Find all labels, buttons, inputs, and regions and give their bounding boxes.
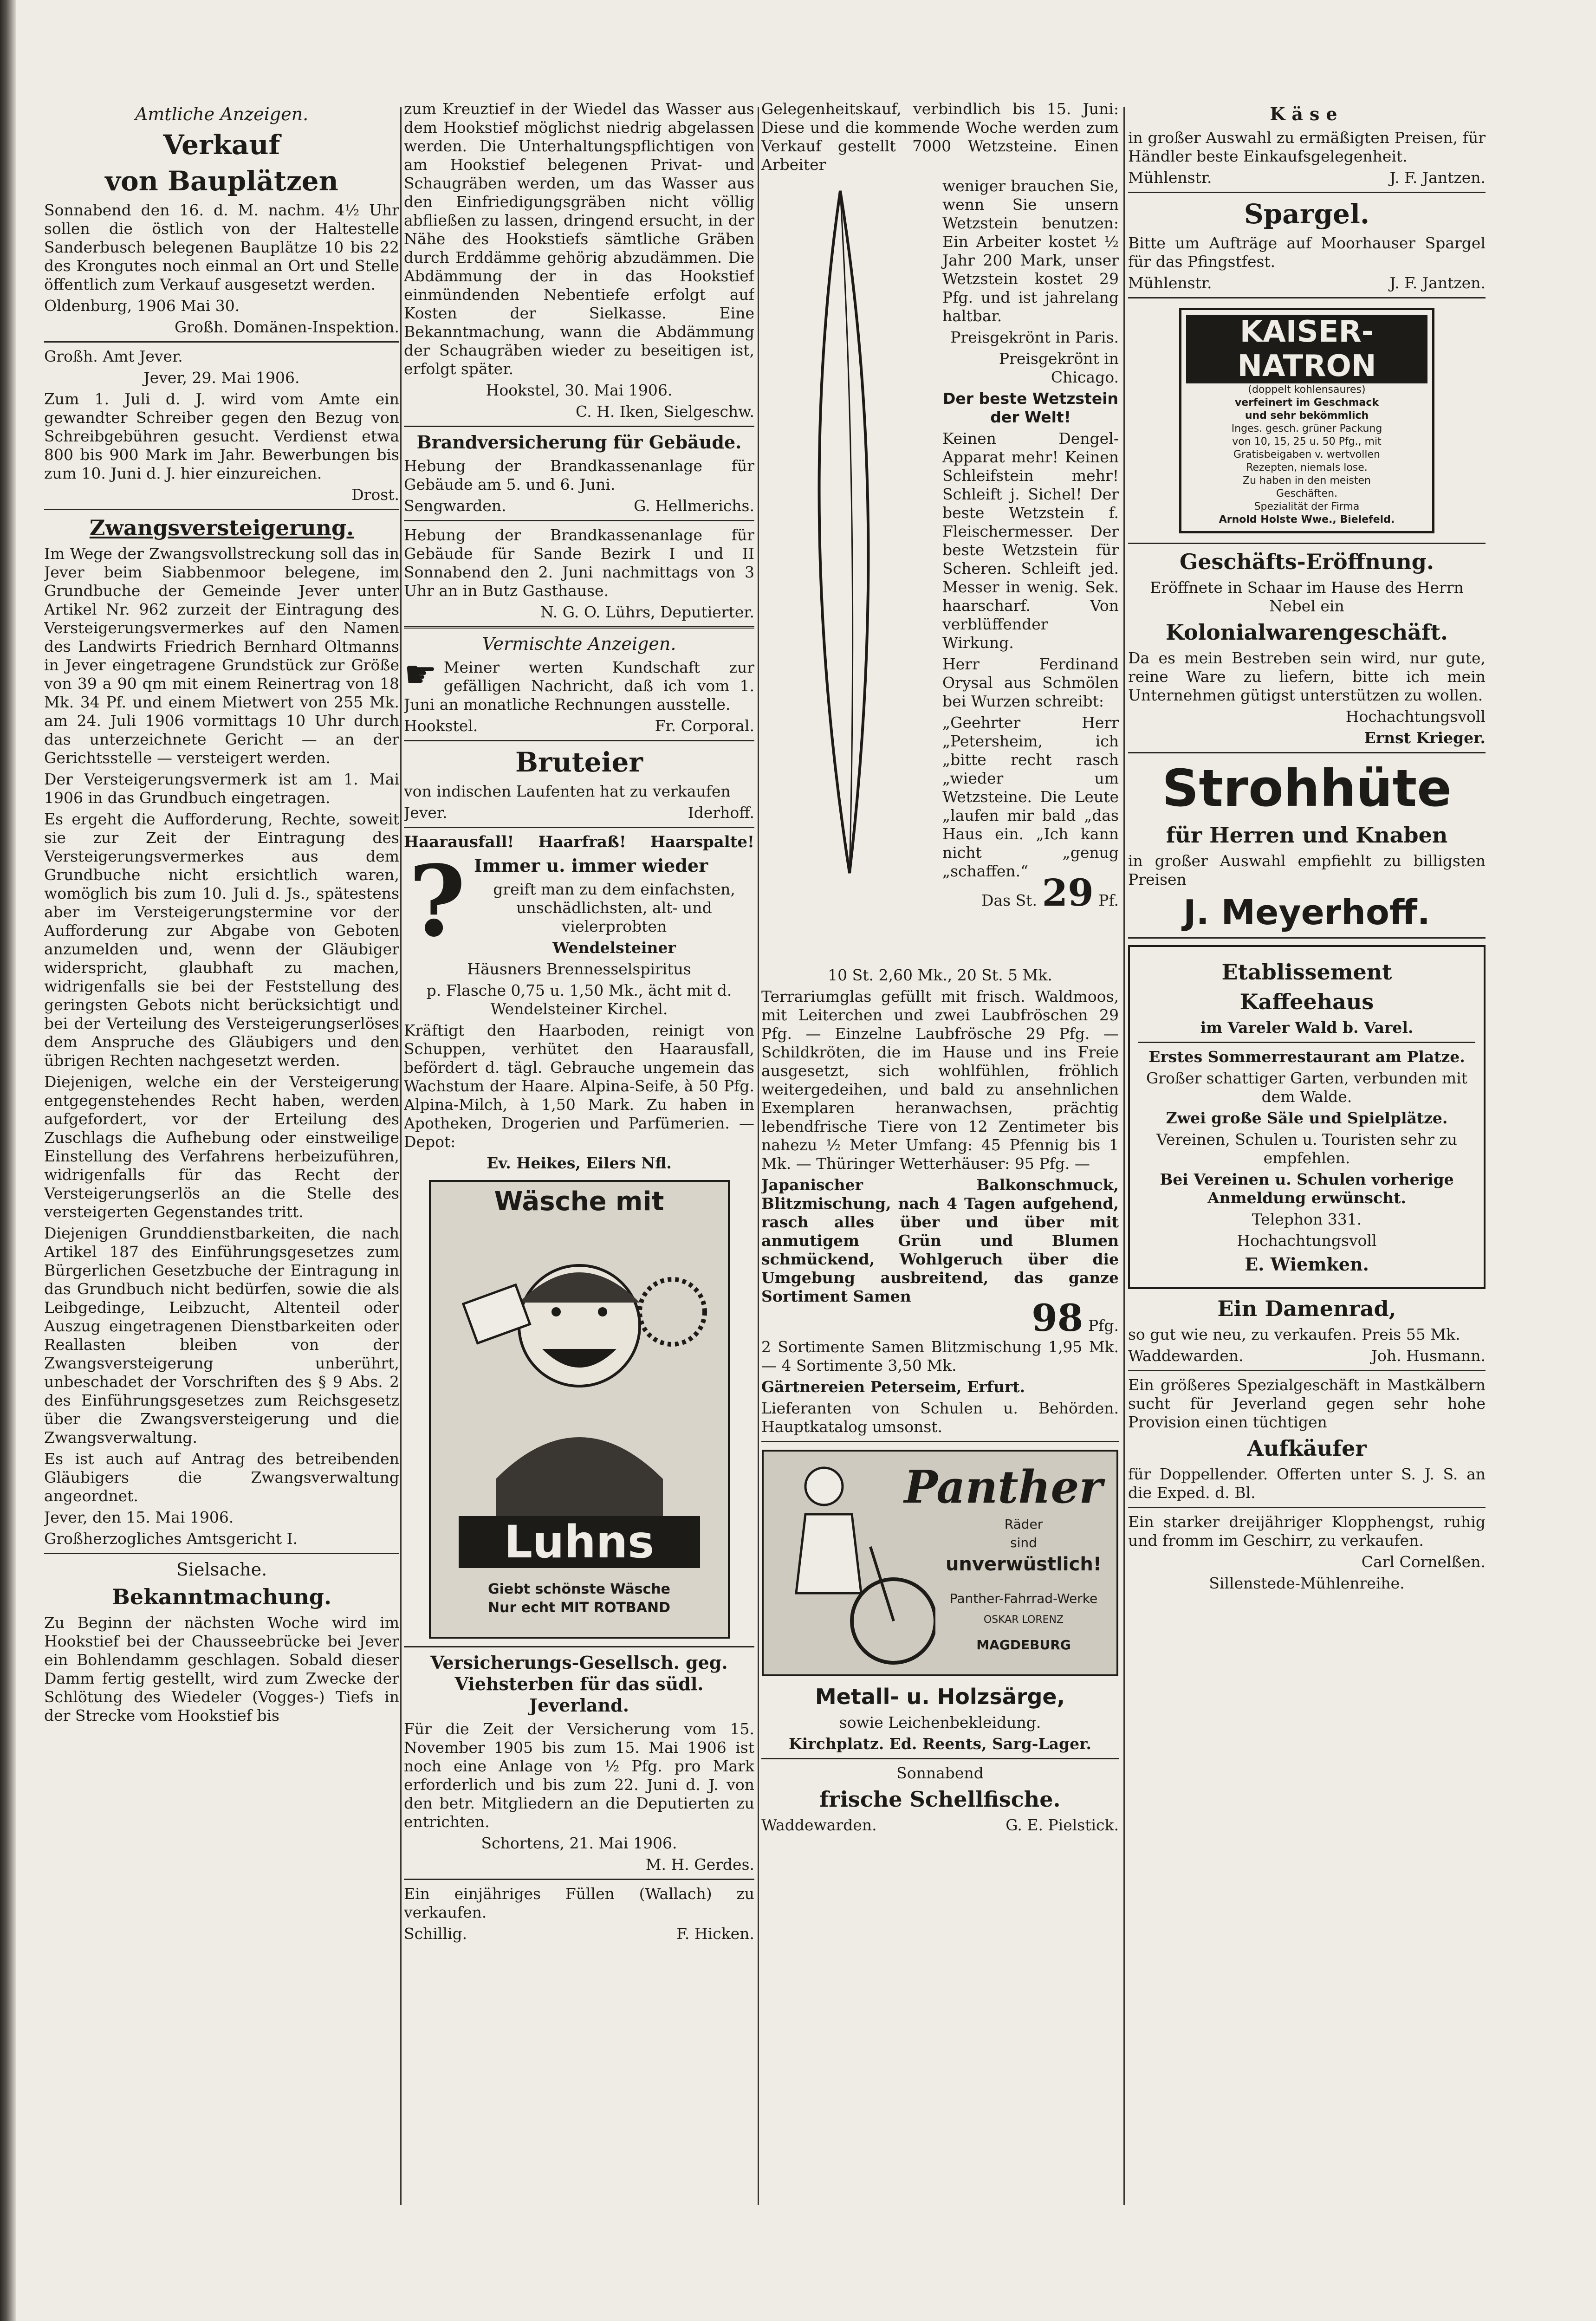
ad-text: Hochachtungsvoll <box>1345 707 1486 726</box>
column-4 <box>1128 100 1486 1595</box>
ad-text: verfeinert im Geschmack <box>1234 397 1379 408</box>
ad-place: Mühlenstr. <box>1128 169 1212 187</box>
ad-text: Lieferanten von Schulen u. Behörden. Hauptkatalog umsonst. <box>761 1399 1119 1436</box>
ad-title: Brandversicherung für Gebäude. <box>416 432 742 453</box>
ad-signature: J. Meyerhoff. <box>1183 893 1430 933</box>
ad-place: Sengwarden. <box>404 497 506 515</box>
ad-brand: NATRON <box>1186 349 1427 383</box>
ad-brand: Panther <box>904 1461 1103 1513</box>
ad-text: so gut wie neu, zu verkaufen. Preis 55 Mk. <box>1128 1325 1460 1343</box>
ad-text: Kräftigt den Haarboden, reinigt von Schuppen, verhütet den Haarausfall, befördert d. tägl. Gebrauche ungemein das Wachstum der Haare. Alpina-Seife, à 50 Pfg. Alpina-Milch, à 1,50 Mark. Zu haben in Apotheken, Drogerien und Parfümerien. — Depot: <box>404 1021 754 1151</box>
ad-signature: Ev. Heikes, Eilers Nfl. <box>487 1154 672 1172</box>
ad-text: Ein größeres Spezialgeschäft in Mastkälbern sucht für Jeverland gegen sehr hohe Provision einen tüchtigen <box>1128 1376 1486 1431</box>
ad-text: zum Kreuztief in der Wiedel das Wasser aus dem Hookstief möglichst niedrig abgelassen werden. Die Unterhaltungspflichtigen von am Hookstief belegenen Privat- und Schaugräben werden, um das Wasser aus den Einfriedigungsgräben nicht völlig abfließen zu lassen, dringend ersucht, in der Nähe des Hookstiefs sämtliche Gräben durch Erddämme gehörig abzudämmen. Die Abdämmung der in das Hookstief einmündenden Nebentiefe erfolgt auf Kosten der Sielkasse. Eine Bekanntmachung, wann die Abdämmung der Schaugräben wieder zu beseitigen ist, erfolgt später. <box>404 100 754 378</box>
luhns-soap-ad <box>429 1180 730 1639</box>
ad-title: Strohhüte <box>1162 759 1452 818</box>
ad-date-signature <box>404 381 754 400</box>
ad-subtitle: für Herren und Knaben <box>1166 823 1448 848</box>
ad-signature: Gärtnereien Peterseim, Erfurt. <box>761 1378 1025 1396</box>
column-3 <box>761 100 1119 1837</box>
divider <box>1128 297 1486 298</box>
ad-heading: Großh. Amt Jever. <box>44 347 183 365</box>
price-label: Das St. <box>981 891 1037 909</box>
haar-headline: Haarspalte! <box>650 833 754 851</box>
ad-title: Etablissement <box>1221 960 1392 985</box>
ad-product: Häusners Brennesselspiritus <box>467 960 691 978</box>
divider <box>1128 752 1486 753</box>
ad-text: sind <box>1010 1535 1037 1550</box>
ad-text-body: Meiner werten Kundschaft zur gefälligen Nachricht, daß ich vom 1. Juni an monatliche Rechnungen ausstelle. <box>404 658 754 713</box>
ad-signature-row <box>761 1816 1119 1835</box>
ad-text: Sonnabend <box>896 1764 984 1782</box>
panther-bicycle-ad <box>762 1450 1118 1676</box>
ad-text: MAGDEBURG <box>976 1637 1071 1653</box>
ad-text: Zum 1. Juli d. J. wird vom Amte ein gewandter Schreiber gegen den Bezug von Schreibgebühren gesucht. Verdienst etwa 800 bis 900 Mark im Jahr. Bewerbungen bis zum 10. Juni d. J. hier einzureichen. <box>44 390 399 482</box>
ad-price <box>761 1296 1119 1340</box>
ad-text: von indischen Laufenten hat zu verkaufen <box>404 782 731 800</box>
ad-place: Hookstel. <box>404 717 478 735</box>
ad-signature: G. E. Pielstick. <box>1006 1816 1119 1834</box>
divider <box>404 1879 754 1880</box>
ad-text: weniger brauchen Sie, wenn Sie unsern Wetzstein benutzen: Ein Arbeiter kostet ½ Jahr 200 Mark, unser Wetzstein kostet 29 Pfg. und ist jahrelang haltbar. <box>942 177 1119 325</box>
ad-text: Panther-Fahrrad-Werke <box>949 1591 1098 1606</box>
ad-signature: Carl Cornelßen. <box>1361 1553 1486 1571</box>
ad-signature-row <box>1128 169 1486 187</box>
ad-text: Gratisbeigaben v. wertvollen <box>1233 449 1380 460</box>
question-mark-icon: ? <box>409 844 466 959</box>
ad-title: Käse <box>1270 104 1344 124</box>
ad-slogan: Giebt schönste Wäsche <box>487 1581 671 1597</box>
ad-title: Immer u. immer wieder <box>474 855 708 876</box>
ad-place: Sillenstede-Mühlenreihe. <box>1209 1574 1405 1592</box>
ad-brand: KAISER- <box>1186 315 1427 349</box>
ad-title: von Bauplätzen <box>105 165 338 197</box>
ad-text: Da es mein Bestreben sein wird, nur gute, reine Ware zu liefern, bitte ich mein Unternehmen gütigst unterstützen zu wollen. <box>1128 649 1486 704</box>
ad-title: Bekanntmachung. <box>112 1584 331 1609</box>
ad-place: Schillig. <box>404 1925 467 1943</box>
ad-title: Kaffeehaus <box>1239 989 1374 1014</box>
ad-text: Spezialität der Firma <box>1254 501 1360 512</box>
column-1 <box>44 100 399 1728</box>
ad-text: 2 Sortimente Samen Blitzmischung 1,95 Mk. — 4 Sortimente 3,50 Mk. <box>761 1338 1119 1374</box>
ad-signature: G. Hellmerichs. <box>634 497 754 515</box>
ad-quote: „Geehrter Herr „Petersheim, ich „bitte recht rasch „wieder um Wetzsteine. Die Leute „laufen mir bald „das Haus ein. „Ich kann nicht „genug „schaffen.“ <box>942 713 1119 880</box>
divider <box>1138 1042 1475 1043</box>
ad-signature: C. H. Iken, Sielgeschw. <box>576 402 754 421</box>
ad-signature: Großh. Domänen-Inspektion. <box>174 318 399 336</box>
ad-text: Hochachtungsvoll <box>1237 1232 1377 1250</box>
ad-date: Schortens, 21. Mai 1906. <box>481 1834 677 1852</box>
ad-text: Eröffnete in Schaar im Hause des Herrn Nebel ein <box>1150 578 1464 615</box>
ad-signature-row <box>1128 1347 1486 1365</box>
ad-text: Rezepten, niemals lose. <box>1246 462 1368 473</box>
price-value: 29 <box>1042 871 1094 914</box>
ad-text: Arnold Holste Wwe., Bielefeld. <box>1219 514 1395 525</box>
whetstone-ad <box>761 177 1119 966</box>
divider <box>404 740 754 741</box>
divider <box>1128 543 1486 544</box>
binding-edge <box>0 0 16 2321</box>
ad-title: Ein Damenrad, <box>1217 1296 1396 1321</box>
ad-date: Oldenburg, 1906 Mai 30. <box>44 297 240 315</box>
ad-slogan: Nur echt MIT ROTBAND <box>487 1600 671 1616</box>
ad-price: 10 St. 2,60 Mk., 20 St. 5 Mk. <box>828 966 1052 984</box>
haar-headline: Haarfraß! <box>538 833 626 851</box>
ad-signature: J. F. Jantzen. <box>1389 169 1486 187</box>
section-heading: Sielsache. <box>176 1559 267 1580</box>
divider <box>1128 1507 1486 1508</box>
ad-text: Japanischer Balkonschmuck, Blitzmischung, nach 4 Tagen aufgehend, rasch alles über und über mit anmutigem Grün und Blumen schmückend, Wohlgeruch über die Umgebung ausbreitend, das ganze Sortiment Samen <box>761 1176 1119 1305</box>
ad-place: Mühlenstr. <box>1128 274 1212 292</box>
divider <box>44 341 399 343</box>
ad-text: Sonnabend den 16. d. M. nachm. 4½ Uhr sollen die östlich von der Haltestelle Sanderbusch belegenen Bauplätze 10 bis 22 des Krongutes noch einmal an Ort und Stelle öffentlich zum Verkauf ausgesetzt werden. <box>44 201 399 293</box>
ad-text: Preisgekrönt in Chicago. <box>999 350 1119 386</box>
ad-signature: N. G. O. Lührs, Deputierter. <box>540 603 754 621</box>
ad-text: Der Versteigerungsvermerk ist am 1. Mai 1906 in das Grundbuch eingetragen. <box>44 770 399 807</box>
ad-place: Waddewarden. <box>1128 1347 1244 1365</box>
ad-text: und sehr bekömmlich <box>1245 410 1369 421</box>
ad-text: Terrariumglas gefüllt mit frisch. Waldmoos, mit Leiterchen und zwei Laubfröschen 29 Pfg. — Einzelne Laubfrösche 29 Pfg. — Schildkröten, die im Hause und ins Freie ausgesetzt, sich wohlfühlen, fröhlich weitergedeihen, und bald zu ansehnlichen Exemplaren heranwachsen, prächtig lebendfrische Tiere von 12 Zentimeter bis nahezu ½ Meter Umfang: 45 Pfennig bis 1 Mk. — Thüringer Wetterhäuser: 95 Pfg. — <box>761 987 1119 1173</box>
ad-date: Jever, 29. Mai 1906. <box>143 369 300 387</box>
ad-signature: Großherzogliches Amtsgericht I. <box>44 1530 298 1548</box>
ad-title: Versicherungs-Gesellsch. geg. Viehsterben für das südl. Jeverland. <box>430 1652 728 1716</box>
ad-signature: Fr. Corporal. <box>655 717 754 735</box>
ad-title: Spargel. <box>1244 198 1370 230</box>
ad-brand: Luhns <box>459 1516 700 1568</box>
ad-place: Waddewarden. <box>761 1816 877 1834</box>
ad-signature-row <box>1128 274 1486 292</box>
price-unit: Pf. <box>1098 891 1119 909</box>
ad-text: Hebung der Brandkassenanlage für Gebäude für Sande Bezirk I und II Sonnabend den 2. Juni nachmittags von 3 Uhr an in Butz Gasthause. <box>404 526 754 600</box>
column-rule <box>1123 107 1125 2205</box>
ad-date: Jever, den 15. Mai 1906. <box>44 1508 234 1526</box>
divider <box>404 520 754 521</box>
ad-signature: Kirchplatz. Ed. Reents, Sarg-Lager. <box>789 1735 1091 1753</box>
ad-text: Es ergeht die Aufforderung, Rechte, soweit sie zur Zeit der Eintragung des Versteigerungsvermerkes aus dem Grundbuche nicht ersichtlich waren, womöglich bis zum 10. Juli d. Js., spätestens aber im Versteigerungstermine vor der Aufforderung zur Abgabe von Geboten anzumelden und, wenn der Gläubiger widerspricht, glaubhaft zu machen, widrigenfalls sie bei der Feststellung des geringsten Gebots nicht berücksichtigt und bei der Verteilung des Versteigerungserlöses dem Anspruche des Gläubigers und den übrigen Rechten nachgesetzt werden. <box>44 810 399 1070</box>
pointing-hand-icon: ☛ <box>404 653 437 696</box>
ad-text: sowie Leichenbekleidung. <box>839 1713 1041 1731</box>
ad-title: Kolonialwarengeschäft. <box>1166 620 1448 645</box>
section-heading: Amtliche Anzeigen. <box>135 104 309 124</box>
ad-slogan: Der beste Wetzstein der Welt! <box>942 389 1119 426</box>
kaiser-natron-ad <box>1179 308 1434 533</box>
ad-price <box>942 871 1119 914</box>
ad-text: Diejenigen, welche ein der Versteigerung entgegenstehendes Recht haben, werden aufgefordert, vor der Erteilung des Zuschlags die Aufhebung oder einstweilige Einstellung des Verfahrens herbeizuführen, widrigenfalls für das Recht der Versteigerungserlös an die Stelle des versteigerten Gegenstandes tritt. <box>44 1073 399 1221</box>
ad-text: Diejenigen Grunddienstbarkeiten, die nach Artikel 187 des Einführungsgesetzes zum Bürgerlichen Gesetzbuche der Eintragung in das Grundbuch nicht bedürfen, sowie die als Leibgedinge, Leibzucht, Altenteil oder Auszug eingetragenen Dienstbarkeiten oder Reallasten bleiben von der Zwangsversteigerung unberührt, unbeschadet der Vorschriften des § 9 Abs. 2 des Einführungsgesetzes zum Reichsgesetz über die Zwangsversteigerung und die Zwangsverwaltung. <box>44 1224 399 1446</box>
ad-signature: M. H. Gerdes. <box>645 1855 754 1874</box>
ad-signature: J. F. Jantzen. <box>1389 274 1486 292</box>
divider <box>44 509 399 510</box>
divider <box>1128 192 1486 193</box>
ad-slogan: Wäsche mit <box>494 1186 664 1217</box>
whetstone-illustration <box>775 186 896 882</box>
column-rule <box>758 107 759 2205</box>
ad-text: Im Wege der Zwangsvollstreckung soll das in Jever beim Siabbenmoor belegene, im Grundbuche der Gemeinde Jever unter Artikel Nr. 962 zurzeit der Eintragung des Versteigerungsvermerkes auf den Namen des Landwirts Friedrich Bernhard Oltmanns in Jever eingetragene Grundstück zur Größe von 39 a 90 qm mit einem Reinertrag von 18 Mk. 34 Pf. und einem Mietwert von 255 Mk. am 24. Juli 1906 vormittags 10 Uhr durch das unterzeichnete Gericht — an der Gerichtsstelle — versteigert werden. <box>44 545 399 767</box>
divider <box>761 1441 1119 1442</box>
ad-text: OSKAR LORENZ <box>983 1614 1064 1626</box>
ad-details <box>1186 383 1427 526</box>
price-unit: Pfg. <box>1088 1316 1119 1335</box>
ad-text: Keinen Dengel-Apparat mehr! Keinen Schleifstein mehr! Schleift j. Sichel! Der beste Wetzstein f. Fleischermesser. Der beste Wetzstein für Scheren. Schleift jed. Messer in wenig. Sek. haarscharf. Von verblüffender Wirkung. <box>942 429 1119 652</box>
ad-text: Es ist auch auf Antrag des betreibenden Gläubigers die Zwangsverwaltung angeordnet. <box>44 1450 399 1505</box>
whetstone-text <box>942 177 1119 914</box>
divider <box>44 1553 399 1554</box>
ad-text: Geschäften. <box>1276 488 1338 499</box>
hair-tonic-ad <box>404 844 754 1173</box>
ad-signature: Iderhoff. <box>688 804 754 822</box>
divider <box>404 626 754 629</box>
ad-signature-row <box>404 1925 754 1943</box>
ad-signature-row <box>404 497 754 515</box>
ad-text: Zwei große Säle und Spielplätze. <box>1166 1109 1448 1127</box>
column-2 <box>404 100 754 1946</box>
divider <box>404 827 754 828</box>
ad-text: Für die Zeit der Versicherung vom 15. November 1905 bis zum 15. Mai 1906 ist noch eine Anlage von ½ Pfg. pro Mark erforderlich und bis zum 22. Juni d. J. von den betr. Mitgliedern an die Deputierten zu entrichten. <box>404 1720 754 1831</box>
ad-text: Inges. gesch. grüner Packung <box>1231 423 1382 434</box>
ad-text: Bei Vereinen u. Schulen vorherige Anmeldung erwünscht. <box>1160 1170 1454 1207</box>
ad-text: Zu haben in den meisten <box>1243 475 1371 486</box>
ad-text: Preisgekrönt in Paris. <box>950 328 1119 346</box>
ad-title: Bruteier <box>515 746 643 778</box>
kaffeehaus-ad <box>1128 945 1486 1289</box>
haar-headline-row <box>404 833 754 851</box>
ad-text: Zu Beginn der nächsten Woche wird im Hookstief bei der Chausseebrücke bei Jever ein Bohlendamm geschlagen. Sobald dieser Damm fertig gestellt, wird zum Zwecke der Schlötung des Wiedeler (Vogges-) Tiefs in der Strecke vom Hookstief bis <box>44 1614 399 1725</box>
ad-signature: Ernst Krieger. <box>1364 729 1486 747</box>
ad-text: Bitte um Aufträge auf Moorhauser Spargel für das Pfingstfest. <box>1128 234 1486 271</box>
laughing-boy-illustration <box>431 1219 728 1544</box>
ad-text: Gelegenheitskauf, verbindlich bis 15. Juni: Diese und die kommende Woche werden zum Verkauf gestellt 7000 Wetzsteine. Einen Arbeiter <box>761 100 1119 174</box>
ad-signature: F. Hicken. <box>676 1925 754 1943</box>
price-value: 98 <box>1032 1296 1083 1340</box>
divider <box>404 426 754 427</box>
ad-text: (doppelt kohlensaures) <box>1248 384 1366 395</box>
ad-text: von 10, 15, 25 u. 50 Pfg., mit <box>1232 436 1382 447</box>
ad-title: frische Schellfische. <box>819 1787 1061 1812</box>
ad-signature-row <box>404 717 754 735</box>
ad-text: Herr Ferdinand Orysal aus Schmölen bei Wurzen schreibt: <box>942 655 1119 710</box>
ad-text: Großer schattiger Garten, verbunden mit dem Walde. <box>1146 1069 1468 1106</box>
ad-title: Metall- u. Holzsärge, <box>815 1684 1065 1709</box>
ad-text: Ein starker dreijähriger Klopphengst, ruhig und fromm im Geschirr, zu verkaufen. <box>1128 1513 1486 1549</box>
ad-text: Räder <box>1004 1517 1043 1532</box>
ad-title: Geschäfts-Eröffnung. <box>1180 549 1434 574</box>
section-heading: Vermischte Anzeigen. <box>482 634 676 654</box>
ad-title: Verkauf <box>163 129 280 161</box>
ad-price: p. Flasche 0,75 u. 1,50 Mk., ächt mit d. Wendelsteiner Kirchel. <box>426 981 732 1018</box>
ad-signature-row <box>404 804 754 822</box>
divider <box>1128 1370 1486 1371</box>
ad-text: Ein einjähriges Füllen (Wallach) zu verkaufen. <box>404 1885 754 1921</box>
ad-text: in großer Auswahl empfiehlt zu billigsten Preisen <box>1128 852 1486 888</box>
ad-title: Zwangsversteigerung. <box>89 515 354 540</box>
ad-text <box>404 653 754 714</box>
ad-text: für Doppellender. Offerten unter S. J. S. an die Exped. d. Bl. <box>1128 1465 1486 1502</box>
ad-text: Vereinen, Schulen u. Touristen sehr zu empfehlen. <box>1156 1130 1457 1167</box>
ad-text: Erstes Sommerrestaurant am Platze. <box>1148 1048 1465 1066</box>
divider <box>404 1646 754 1647</box>
ad-slogan: unverwüstlich! <box>945 1554 1102 1575</box>
ad-signature: Joh. Husmann. <box>1371 1347 1486 1365</box>
divider <box>1128 937 1486 939</box>
ad-subtitle: im Vareler Wald b. Varel. <box>1200 1018 1414 1037</box>
ad-text: in großer Auswahl zu ermäßigten Preisen, für Händler beste Einkaufsgelegenheit. <box>1128 129 1486 165</box>
ad-brand: Wendelsteiner <box>552 939 676 957</box>
haar-headline: Haarausfall! <box>404 833 514 851</box>
ad-signature: Drost. <box>351 486 399 504</box>
ad-signature: E. Wiemken. <box>1245 1254 1369 1275</box>
ad-text: greift man zu dem einfachsten, unschädlichsten, alt- und vielerprobten <box>493 880 735 935</box>
ad-text: Telephon 331. <box>1252 1210 1362 1228</box>
ad-title: Aufkäufer <box>1247 1436 1367 1461</box>
ad-text: Hebung der Brandkassenanlage für Gebäude am 5. und 6. Juni. <box>404 457 754 493</box>
ad-date: Hookstel, 30. Mai 1906. <box>486 381 673 399</box>
ad-place: Jever. <box>404 804 448 822</box>
divider <box>761 1758 1119 1759</box>
column-rule <box>400 107 402 2205</box>
